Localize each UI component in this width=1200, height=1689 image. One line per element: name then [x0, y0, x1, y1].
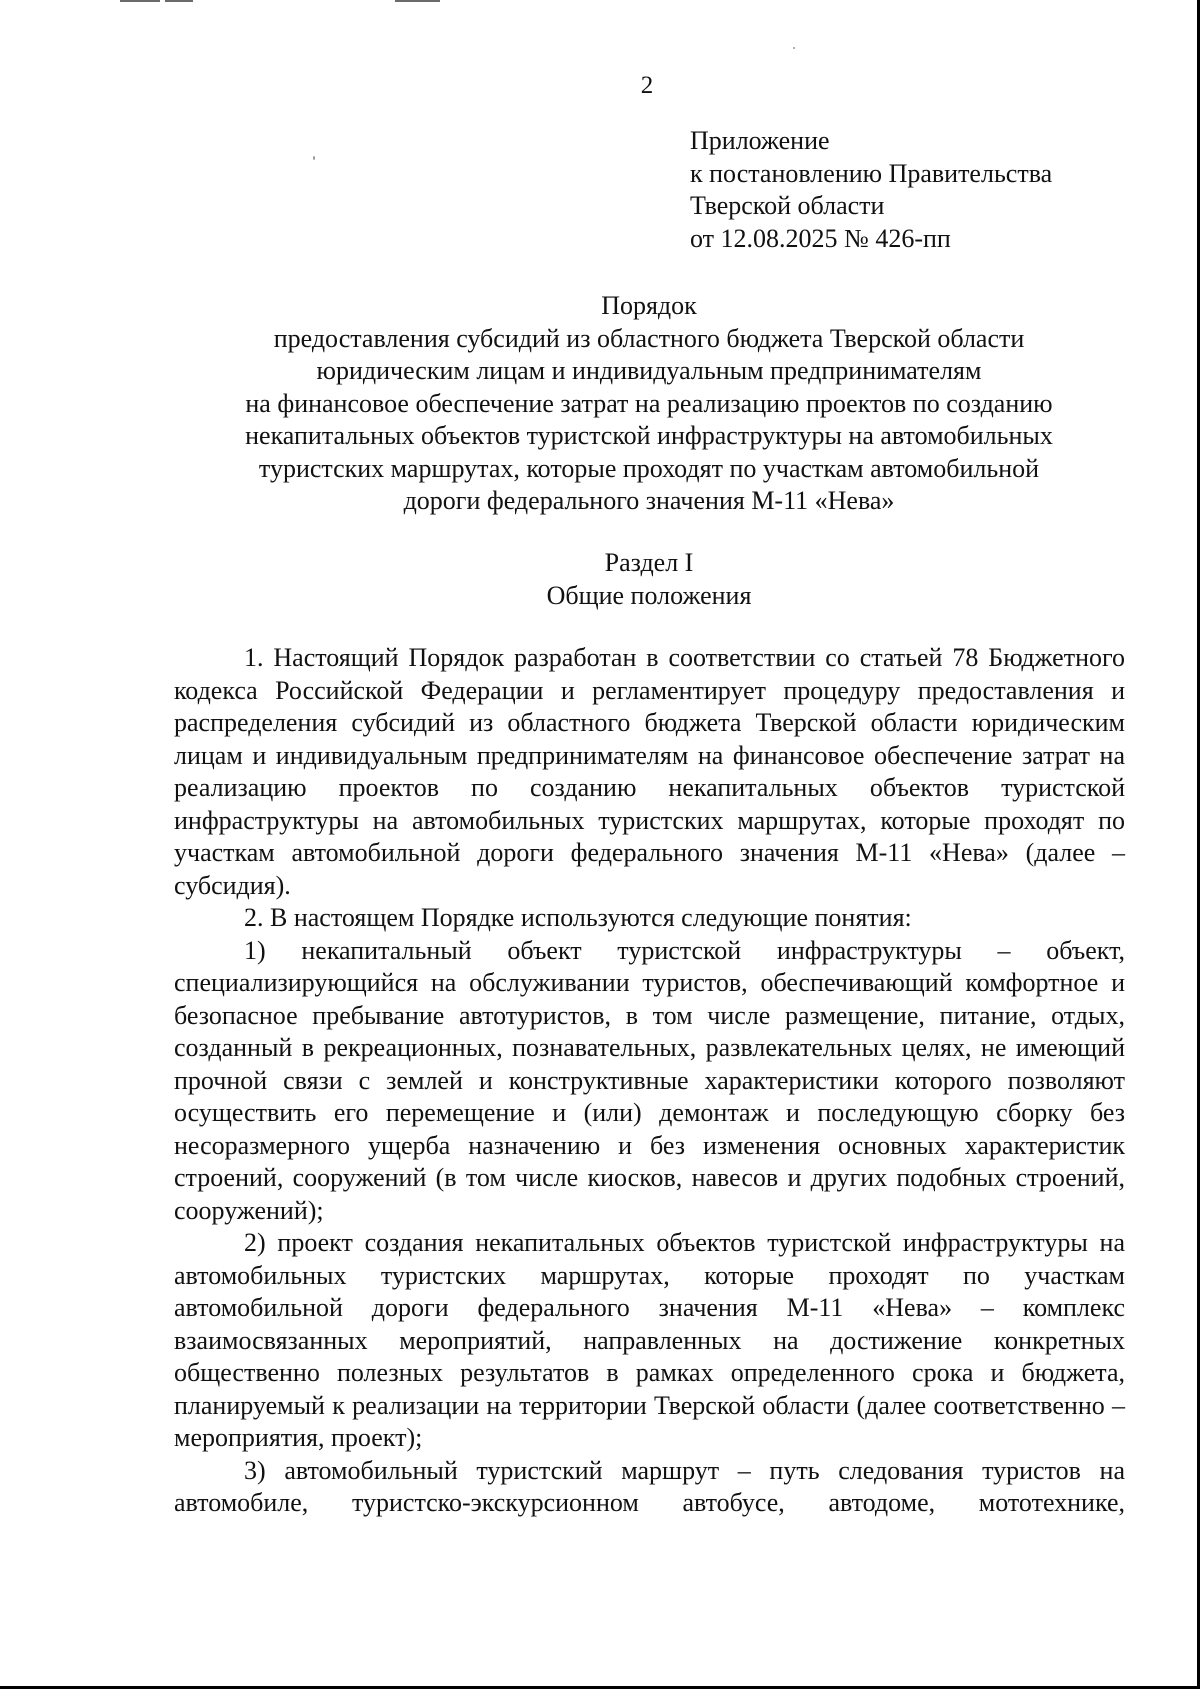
title-line: туристских маршрутах, которые проходят по участкам автомобильной [258, 453, 1040, 483]
scan-mark [165, 0, 193, 2]
section-number: Раздел I [604, 548, 694, 577]
scan-mark [395, 0, 440, 2]
title-line: некапитальных объектов туристской инфраструктуры на автомобильных [245, 421, 1053, 450]
appendix-block [690, 125, 1052, 255]
document-title [174, 290, 1124, 518]
appendix-date-number: от 12.08.2025 № 426-пп [690, 223, 951, 253]
appendix-line: Приложение [690, 126, 830, 155]
paragraph: 1. Настоящий Порядок разработан в соответствии со статьей 78 Бюджетного кодекса Российской Федерации и регламентирует процедуру предоставления и распределения субсидий из областного бюджета Тверской области юридическим лицам и индивидуальным предпринимателям на финансовое обеспечение затрат на реализацию проектов по созданию некапитальных объектов туристской инфраструктуры на автомобильных туристских маршрутах, которые проходят по участкам автомобильной дороги федерального значения М-11 «Нева» (далее – субсидия). [174, 643, 1125, 900]
scan-speck [793, 47, 795, 49]
title-line: на финансовое обеспечение затрат на реализацию проектов по созданию [245, 388, 1053, 418]
paragraph: 3) автомобильный туристский маршрут – путь следования туристов на автомобиле, туристско-экскурсионном автобусе, автодоме, мототехнике, [174, 1455, 1125, 1517]
appendix-line: Тверской области [690, 191, 885, 220]
title-line: дороги федерального значения М-11 «Нева» [403, 486, 895, 515]
title-line: предоставления субсидий из областного бюджета Тверской области [273, 323, 1025, 353]
scan-speck [313, 156, 315, 160]
paragraph: 2. В настоящем Порядке используются следующие понятия: [244, 903, 912, 932]
paragraph: 1) некапитальный объект туристской инфраструктуры – объект, специализирующийся на обслуживании туристов, обеспечивающий комфортное и безопасное пребывание автотуристов, в том числе размещение, питание, отдых, созданный в рекреационных, познавательных, развлекательных целях, не имеющий прочной связи с землей и конструктивные характеристики которого позволяют осуществить его перемещение и (или) демонтаж и последующую сборку без несоразмерного ущерба назначению и без изменения основных характеристик строений, сооружений (в том числе киосков, навесов и других подобных строений, сооружений); [174, 935, 1125, 1225]
page-number: 2 [640, 72, 654, 99]
section-heading [174, 547, 1124, 612]
title-heading: Порядок [601, 291, 697, 320]
scan-mark [120, 0, 160, 2]
section-name: Общие положения [546, 580, 752, 610]
paragraph: 2) проект создания некапитальных объектов туристской инфраструктуры на автомобильных туристских маршрутах, которые проходят по участкам автомобильной дороги федерального значения М-11 «Нева» – комплекс взаимосвязанных мероприятий, направленных на достижение конкретных общественно полезных результатов в рамках определенного срока и бюджета, планируемый к реализации на территории Тверской области (далее соответственно – мероприятия, проект); [174, 1228, 1125, 1452]
appendix-line: к постановлению Правительства [690, 158, 1053, 188]
body-text [174, 642, 1125, 1520]
title-line: юридическим лицам и индивидуальным предпринимателям [316, 356, 982, 385]
